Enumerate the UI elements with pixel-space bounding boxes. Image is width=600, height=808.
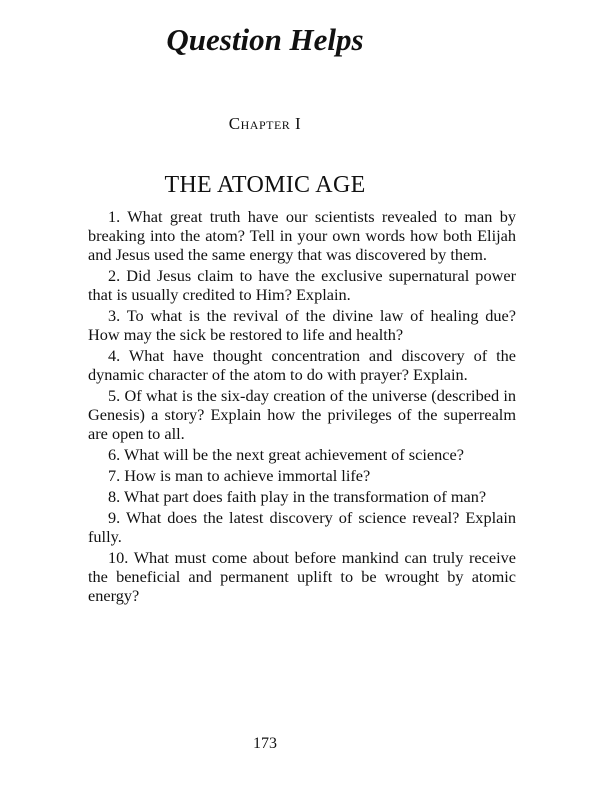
question-item: 5. Of what is the six-day creation of the universe (described in Genesis) a story? Explain how the privileges of the superrealm are open to all.	[88, 386, 516, 443]
question-list	[88, 207, 516, 607]
question-item: 4. What have thought concentration and discovery of the dynamic character of the atom to do with prayer? Explain.	[88, 346, 516, 384]
chapter-label: Chapter I	[228, 114, 302, 133]
question-item: 8. What part does faith play in the transformation of man?	[108, 487, 487, 506]
page-number: 173	[253, 735, 277, 752]
question-item: 7. How is man to achieve immortal life?	[108, 466, 371, 485]
question-item: 9. What does the latest discovery of science reveal? Explain fully.	[88, 508, 516, 546]
question-item: 6. What will be the next great achievement of science?	[108, 445, 464, 464]
question-item: 10. What must come about before mankind can truly receive the beneficial and permanent uplift to be wrought by atomic energy?	[88, 548, 516, 605]
question-item: 3. To what is the revival of the divine law of healing due? How may the sick be restored to life and health?	[88, 306, 516, 344]
question-item: 1. What great truth have our scientists revealed to man by breaking into the atom? Tell in your own words how both Elijah and Jesus used the same energy that was discovered by them.	[88, 207, 516, 264]
question-item: 2. Did Jesus claim to have the exclusive supernatural power that is usually credited to Him? Explain.	[88, 266, 516, 304]
page-title: Question Helps	[166, 22, 364, 57]
chapter-heading: THE ATOMIC AGE	[164, 172, 366, 198]
